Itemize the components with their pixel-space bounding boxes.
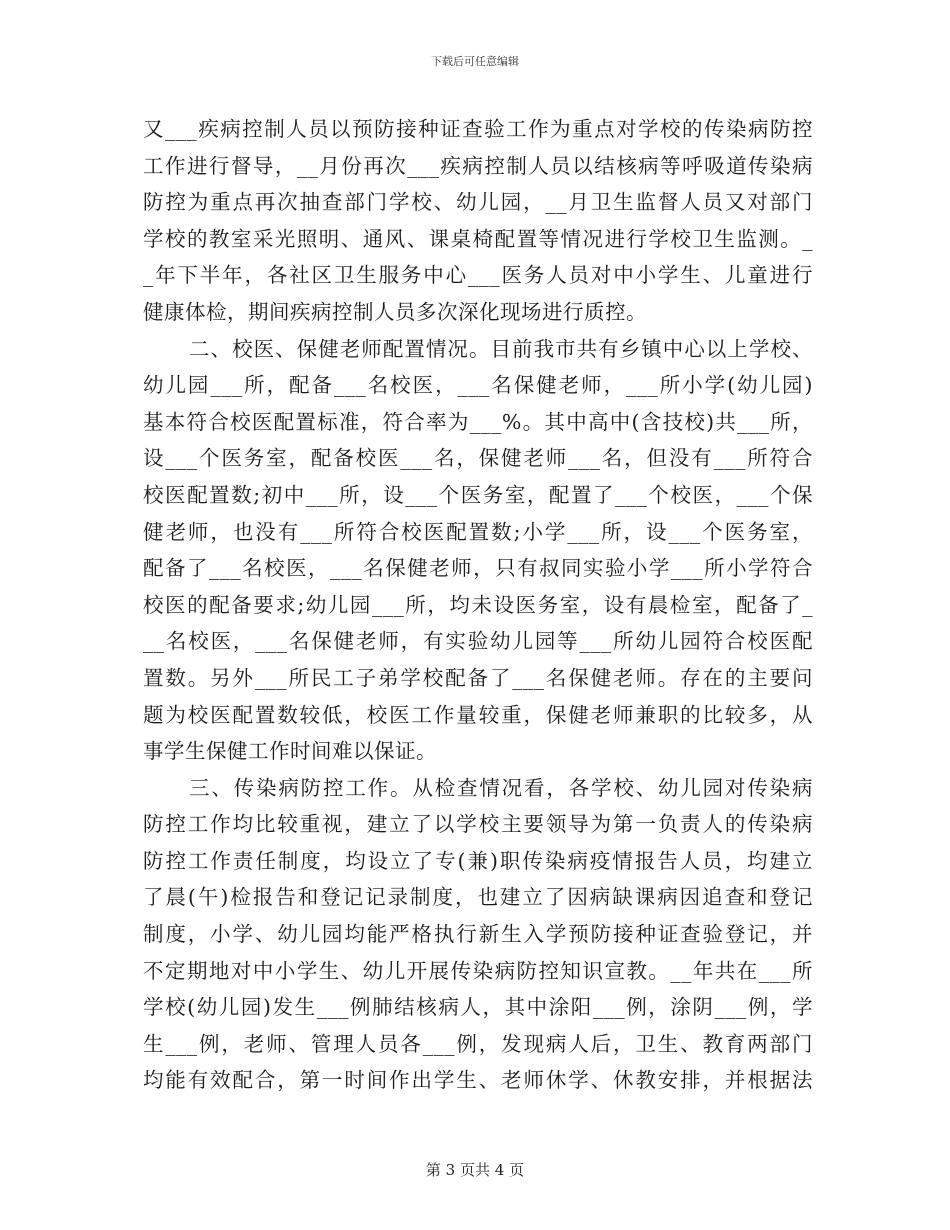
text-line: 防控为重点再次抽查部门学校、幼儿园，__月卫生监督人员又对部门 [143, 190, 813, 215]
text-line: 题为校医配置数较低，校医工作量较重，保健老师兼职的比较多，从 [143, 702, 813, 727]
text-line: __名校医，___名保健老师，有实验幼儿园等___所幼儿园符合校医配 [143, 629, 813, 654]
text-line: 基本符合校医配置标准，符合率为___%。其中高中(含技校)共___所， [143, 409, 813, 434]
text-line: 了晨(午)检报告和登记记录制度，也建立了因病缺课病因追查和登记 [143, 885, 813, 910]
text-line: 事学生保健工作时间难以保证。 [143, 739, 437, 764]
text-line: _年下半年，各社区卫生服务中心___医务人员对中小学生、儿童进行 [143, 263, 813, 288]
page-header-note: 下载后可任意编辑 [431, 55, 519, 68]
text-line: 二、校医、保健老师配置情况。目前我市共有乡镇中心以上学校、 [189, 336, 813, 361]
text-line: 幼儿园___所，配备___名校医，___名保健老师，___所小学(幼儿园) [143, 373, 813, 398]
text-line: 防控工作均比较重视，建立了以学校主要领导为第一负责人的传染病 [143, 812, 813, 837]
text-line: 设___个医务室，配备校医___名，保健老师___名，但没有___所符合 [143, 446, 813, 471]
text-line: 又___疾病控制人员以预防接种证查验工作为重点对学校的传染病防控 [143, 117, 813, 141]
text-line: 健康体检，期间疾病控制人员多次深化现场进行质控。 [143, 299, 647, 324]
text-line: 防控工作责任制度，均设立了专(兼)职传染病疫情报告人员，均建立 [143, 848, 813, 873]
text-line: 制度，小学、幼儿园均能严格执行新生入学预防接种证查验登记，并 [143, 922, 813, 947]
text-line: 生___例，老师、管理人员各___例，发现病人后，卫生、教育两部门 [143, 1031, 813, 1056]
text-line: 不定期地对中小学生、幼儿开展传染病防控知识宣教。__年共在___所 [143, 958, 813, 983]
page-number-footer: 第 3 页共 4 页 [425, 1161, 525, 1179]
text-line: 健老师，也没有___所符合校医配置数;小学___所，设___个医务室， [143, 519, 813, 544]
text-line: 工作进行督导，__月份再次___疾病控制人员以结核病等呼吸道传染病 [143, 153, 813, 178]
text-line: 学校(幼儿园)发生___例肺结核病人，其中涂阳___例，涂阴___例，学 [143, 995, 813, 1020]
text-line: 校医的配备要求;幼儿园___所，均未设医务室，设有晨检室，配备了_ [143, 592, 813, 617]
text-line: 三、传染病防控工作。从检查情况看，各学校、幼儿园对传染病 [189, 775, 813, 800]
document-body [143, 111, 813, 1099]
text-line: 校医配置数;初中___所，设___个医务室，配置了___个校医，___个保 [143, 482, 813, 507]
text-line: 置数。另外___所民工子弟学校配备了___名保健老师。存在的主要问 [143, 665, 813, 690]
text-line: 配备了___名校医，___名保健老师，只有叔同实验小学___所小学符合 [143, 556, 813, 581]
text-line: 均能有效配合，第一时间作出学生、老师休学、休教安排，并根据法 [143, 1068, 813, 1093]
text-line: 学校的教室采光照明、通风、课桌椅配置等情况进行学校卫生监测。_ [143, 226, 813, 251]
